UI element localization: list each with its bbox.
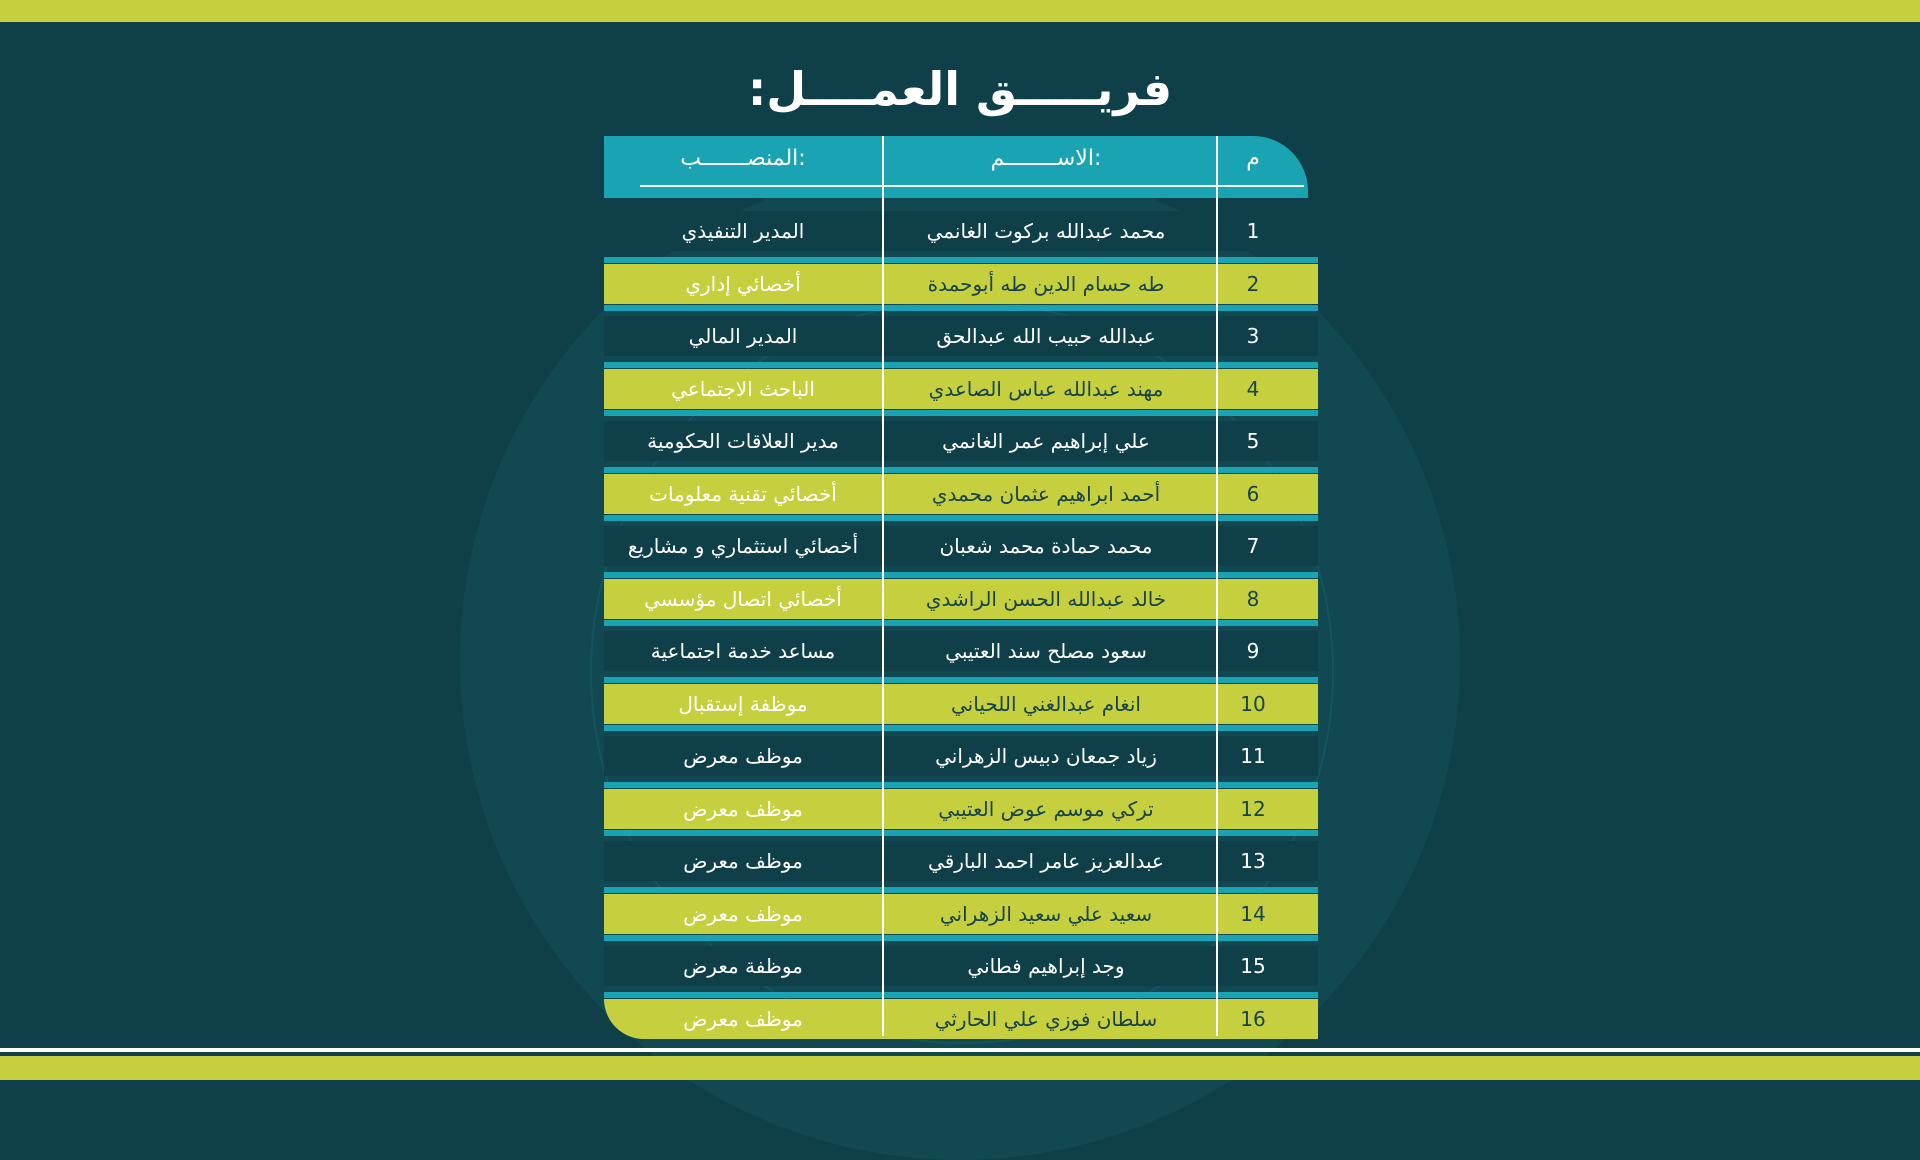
top-accent-band [0,0,1920,22]
member-position: مدير العلاقات الحكومية [647,429,839,453]
member-position: المدير التنفيذي [681,219,805,243]
row-separator [604,362,1318,368]
row-number: 13 [1240,849,1266,873]
row-number: 10 [1240,692,1266,716]
row-separator [604,620,1318,626]
row-number: 7 [1246,534,1260,558]
team-table [604,136,1318,1036]
member-position: موظف معرض [683,1007,803,1031]
member-position: موظف معرض [683,902,803,926]
row-separator [604,467,1318,473]
table-row [604,841,1318,881]
header-underline [640,185,1304,187]
table-row [604,999,1318,1039]
table-header [604,136,1308,198]
member-position: الباحث الاجتماعي [671,377,815,401]
row-number: 3 [1246,324,1260,348]
row-number: 6 [1246,482,1260,506]
member-name: خالد عبدالله الحسن الراشدي [925,587,1167,611]
header-position: المنصـــــــب: [680,146,806,171]
member-position: المدير المالي [688,324,798,348]
table-row [604,421,1318,461]
member-position: موظف معرض [683,797,803,821]
member-name: مهند عبدالله عباس الصاعدي [928,377,1164,401]
row-number: 1 [1246,219,1260,243]
table-row [604,579,1318,619]
row-separator [604,782,1318,788]
row-separator [604,572,1318,578]
member-name: علي إبراهيم عمر الغانمي [942,429,1150,453]
row-separator [604,677,1318,683]
row-separator [604,935,1318,941]
row-separator [604,725,1318,731]
table-row [604,789,1318,829]
table-row [604,736,1318,776]
table-row [604,894,1318,934]
row-number: 4 [1246,377,1260,401]
member-position: أخصائي إداري [685,272,801,296]
row-separator [604,887,1318,893]
table-row [604,946,1318,986]
member-position: موظفة معرض [683,954,803,978]
member-name: عبدالعزيز عامر احمد البارقي [928,849,1164,873]
table-row [604,526,1318,566]
member-name: عبدالله حبيب الله عبدالحق [936,324,1156,348]
row-number: 2 [1246,272,1260,296]
header-name: الاســــــــم: [990,146,1102,171]
table-row [604,684,1318,724]
row-number: 12 [1240,797,1266,821]
member-position: موظف معرض [683,849,803,873]
member-position: أخصائي استثماري و مشاريع [627,534,859,558]
row-separator [604,257,1318,263]
table-row [604,264,1318,304]
member-name: محمد عبدالله بركوت الغانمي [926,219,1166,243]
member-position: موظف معرض [683,744,803,768]
row-separator [604,305,1318,311]
row-separator [604,992,1318,998]
member-name: وجد إبراهيم فطاني [967,954,1125,978]
member-name: محمد حمادة محمد شعبان [939,534,1153,558]
column-divider [1216,136,1218,1036]
row-number: 11 [1240,744,1266,768]
table-row [604,316,1318,356]
member-name: سعيد علي سعيد الزهراني [939,902,1153,926]
member-name: تركي موسم عوض العتيبي [938,797,1154,821]
row-number: 15 [1240,954,1266,978]
table-row [604,369,1318,409]
row-number: 14 [1240,902,1266,926]
column-divider [882,136,884,1036]
member-name: أحمد ابراهيم عثمان محمدي [931,482,1161,506]
member-name: انغام عبدالغني اللحياني [951,692,1141,716]
row-number: 9 [1246,639,1260,663]
bottom-divider-line [0,1048,1920,1052]
row-separator [604,830,1318,836]
member-position: موظفة إستقبال [678,692,808,716]
member-name: سلطان فوزي علي الحارثي [934,1007,1158,1031]
header-num: م [1246,146,1260,171]
member-position: مساعد خدمة اجتماعية [650,639,836,663]
row-number: 16 [1240,1007,1266,1031]
member-position: أخصائي تقنية معلومات [649,482,837,506]
member-name: زياد جمعان دبيس الزهراني [935,744,1157,768]
table-row [604,474,1318,514]
member-name: سعود مصلح سند العتيبي [945,639,1147,663]
member-name: طه حسام الدين طه أبوحمدة [927,272,1165,296]
table-row [604,631,1318,671]
page-title: فريـــــق العمــــل: [747,62,1173,116]
row-separator [604,410,1318,416]
row-number: 8 [1246,587,1260,611]
member-position: أخصائي اتصال مؤسسي [644,587,842,611]
row-number: 5 [1246,429,1260,453]
bottom-accent-band [0,1056,1920,1080]
row-separator [604,515,1318,521]
table-row [604,211,1318,251]
